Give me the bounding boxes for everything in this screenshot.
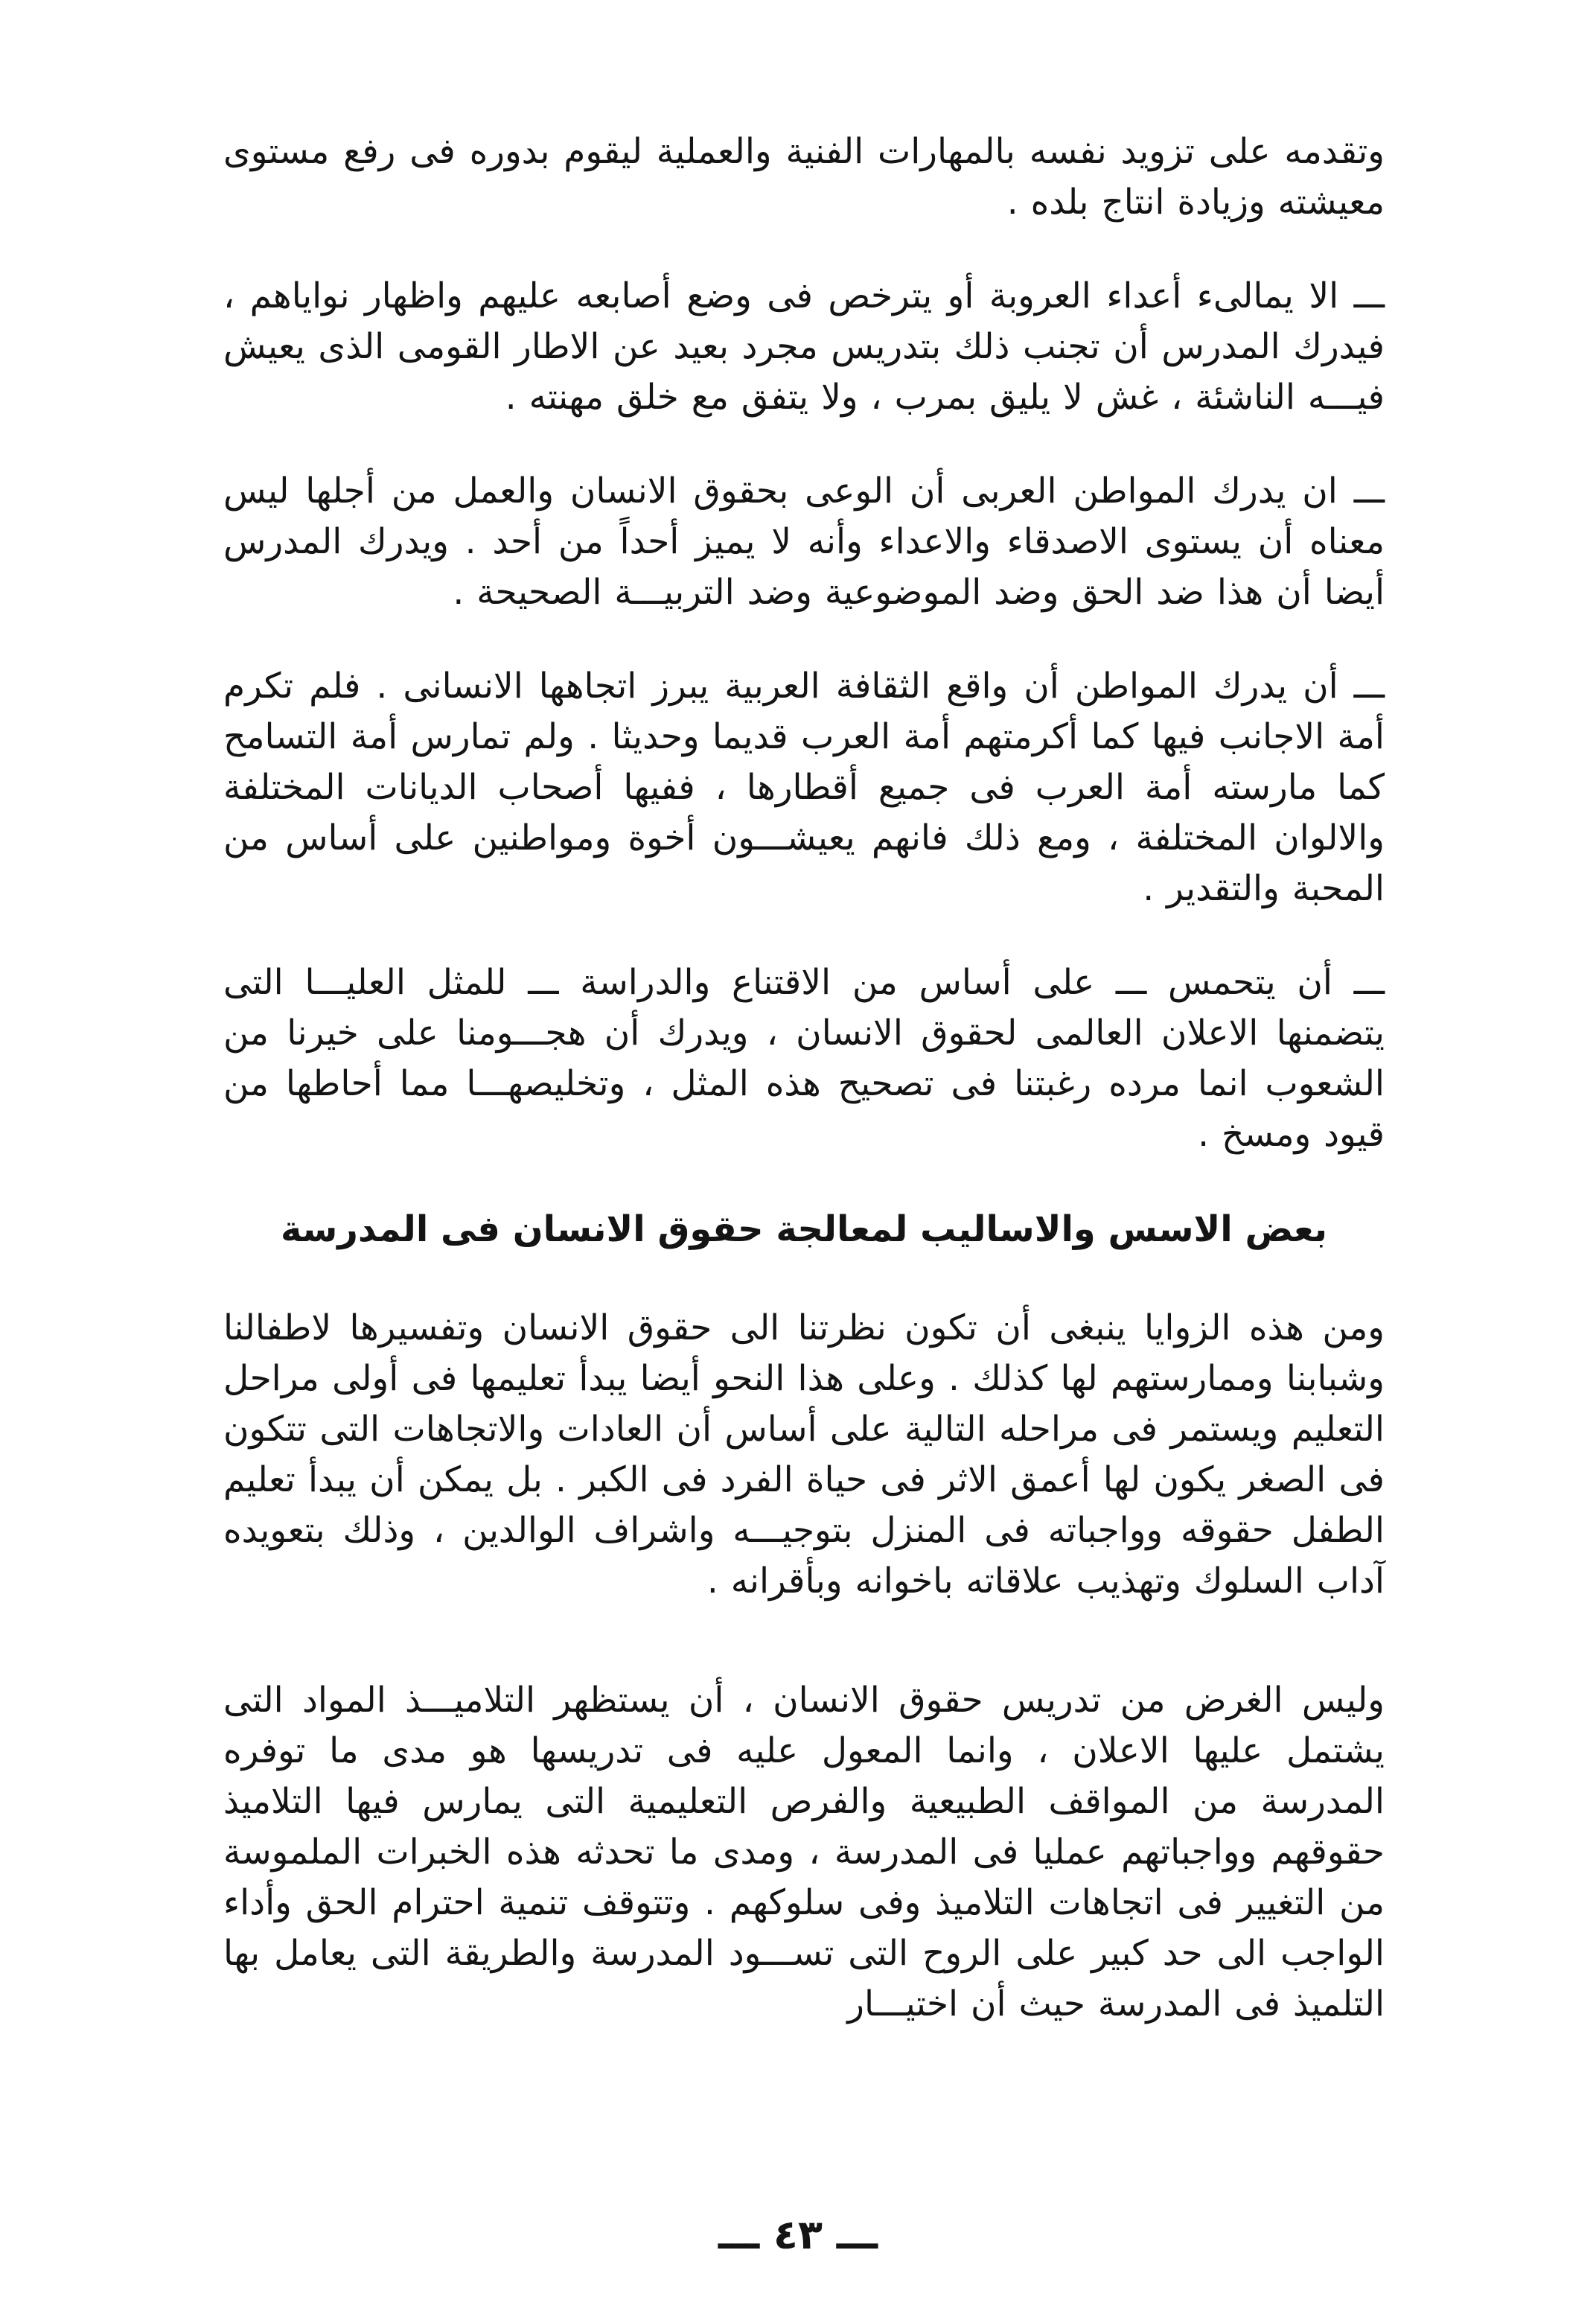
paragraph-1: وتقدمه على تزويد نفسه بالمهارات الفنية والعملية ليقوم بدوره فى رفع مستوى معيشته وزيادة انتاج بلده . xyxy=(223,131,1385,223)
paragraph-2: ـــ الا يمالىء أعداء العروبة أو يترخص فى وضع أصابعه عليهم واظهار نواياهم ، فيدرك المدرس أن تجنب ذلك بتدريس مجرد بعيد عن الاطار القومى الذى يعيش فيـــه الناشئة ، غش لا يليق بمرب ، ولا يتفق مع خلق مهنته . xyxy=(223,275,1385,418)
section-paragraph-1: ومن هذه الزوايا ينبغى أن تكون نظرتنا الى حقوق الانسان وتفسيرها لاطفالنا وشبابنا وممارستهم لها كذلك . وعلى هذا النحو أيضا يبدأ تعليمها فى أولى مراحل التعليم ويستمر فى مراحله التالية على أساس أن العادات والاتجاهات التى تتكون فى الصغر يكون لها أعمق الاثر فى حياة الفرد فى الكبر . بل يمكن أن يبدأ تعليم الطفل حقوقه وواجباته فى المنزل بتوجيـــه واشراف الوالدين ، وذلك بتعويده آداب السلوك وتهذيب علاقاته باخوانه وبأقرانه . xyxy=(223,1307,1385,1602)
page-number: ـــ ٤٣ ـــ xyxy=(718,2211,878,2258)
paragraph-5: ـــ أن يتحمس ـــ على أساس من الاقتناع والدراسة ـــ للمثل العليـــا التى يتضمنها الاعلان العالمى لحقوق الانسان ، ويدرك أن هجـــومنا على خيرنا من الشعوب انما مرده رغبتنا فى تصحيح هذه المثل ، وتخليصهـــا مما أحاطها من قيود ومسخ . xyxy=(223,962,1385,1155)
section-paragraph-2: وليس الغرض من تدريس حقوق الانسان ، أن يستظهر التلاميـــذ المواد التى يشتمل عليها الاعلان ، وانما المعول عليه فى تدريسها هو مدى ما توفره المدرسة من المواقف الطبيعية والفرص التعليمية التى يمارس فيها التلاميذ حقوقهم وواجباتهم عمليا فى المدرسة ، ومدى ما تحدثه هذه الخبرات الملموسة من التغيير فى اتجاهات التلاميذ وفى سلوكهم . وتتوقف تنمية احترام الحق وأداء الواجب الى حد كبير على الروح التى تســـود المدرسة والطريقة التى يعامل بها التلميذ فى المدرسة حيث أن اختيـــار xyxy=(223,1680,1385,2024)
section-heading: بعض الاسس والاساليب لمعالجة حقوق الانسان فى المدرسة xyxy=(280,1208,1328,1250)
paragraph-3: ـــ ان يدرك المواطن العربى أن الوعى بحقوق الانسان والعمل من أجلها ليس معناه أن يستوى الاصدقاء والاعداء وأنه لا يميز أحداً من أحد . ويدرك المدرس أيضا أن هذا ضد الحق وضد الموضوعية وضد التربيـــة الصحيحة . xyxy=(223,471,1385,613)
paragraph-4: ـــ أن يدرك المواطن أن واقع الثقافة العربية يبرز اتجاهها الانسانى . فلم تكرم أمة الاجانب فيها كما أكرمتهم أمة العرب قديما وحديثا . ولم تمارس أمة التسامح كما مارسته أمة العرب فى جميع أقطارها ، ففيها أصحاب الديانات المختلفة والالوان المختلفة ، ومع ذلك فانهم يعيشـــون أخوة ومواطنين على أساس من المحبة والتقدير . xyxy=(223,666,1385,909)
document-page xyxy=(223,127,1385,2098)
